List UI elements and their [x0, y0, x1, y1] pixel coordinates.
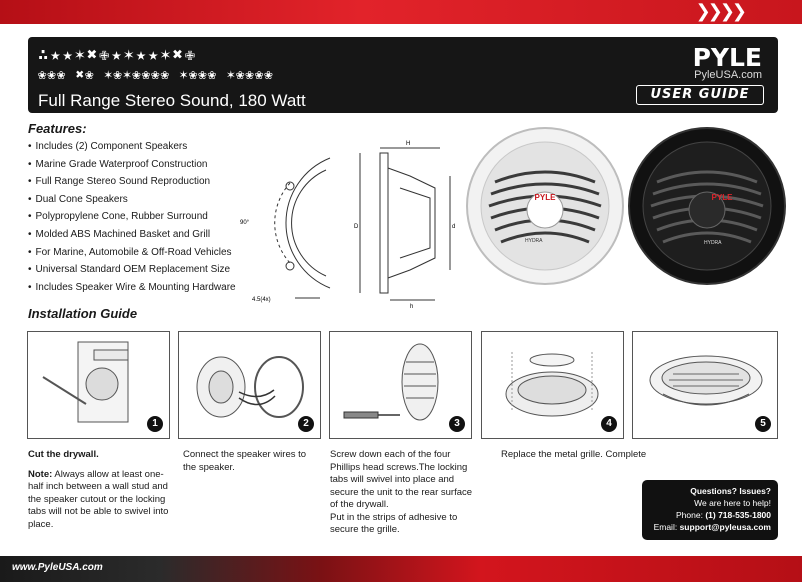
step-1-title: Cut the drywall.	[28, 449, 99, 460]
email-link[interactable]: support@pyleusa.com	[679, 522, 771, 532]
step-2-text: Connect the speaker wires to the speaker.	[183, 449, 307, 473]
feature-item: • Polypropylene Cone, Rubber Surround	[28, 210, 236, 228]
support-phone-line	[649, 509, 771, 521]
pyle-logo: PYLE	[692, 43, 762, 72]
arrows-decoration: ❯❯❯❯	[695, 1, 744, 22]
feature-item: • Marine Grade Waterproof Construction	[28, 158, 236, 176]
step-4-text: Replace the metal grille. Complete	[501, 449, 647, 460]
note-label: Note:	[28, 468, 53, 480]
step-number-badge: 5	[755, 416, 771, 432]
phone-label: Phone:	[675, 510, 703, 520]
dim-label-h: h	[410, 304, 414, 310]
brand-url: PyleUSA.com	[694, 69, 762, 81]
step-1-text	[28, 449, 174, 531]
support-email-line	[649, 521, 771, 533]
email-label: Email:	[653, 522, 678, 532]
feature-item: • Molded ABS Machined Basket and Grill	[28, 228, 236, 246]
support-box	[642, 480, 778, 540]
black-speaker-brand: PYLE	[711, 193, 733, 202]
top-banner	[0, 0, 802, 24]
feature-item: • Full Range Stereo Sound Reproduction	[28, 175, 236, 193]
step-number-badge: 3	[449, 416, 465, 432]
user-guide-badge: USER GUIDE	[636, 85, 764, 105]
installation-heading: Installation Guide	[28, 306, 138, 321]
step-5-box	[632, 331, 778, 439]
dim-label-angle: 90°	[240, 220, 250, 226]
dim-label-holes: 4.5(4x)	[252, 297, 271, 303]
white-speaker-label: HYDRA	[525, 238, 543, 244]
step-4-box	[481, 331, 624, 439]
support-help: We are here to help!	[694, 498, 771, 508]
dimension-diagram	[240, 128, 460, 313]
step-2-box	[178, 331, 321, 439]
feature-item: • Dual Cone Speakers	[28, 193, 236, 211]
features-list	[28, 140, 236, 298]
dim-label-d: d	[452, 224, 456, 230]
step-1-box	[27, 331, 170, 439]
feature-item: • Includes Speaker Wire & Mounting Hardware	[28, 281, 236, 299]
step-3-text	[330, 449, 478, 537]
phone-number[interactable]: (1) 718-535-1800	[705, 510, 771, 520]
feature-item: • Includes (2) Component Speakers	[28, 140, 236, 158]
footer-banner	[0, 556, 802, 582]
dim-label-D: D	[354, 224, 359, 230]
product-subtitle: ❀❀❀ ✖❀ ✶❀✶❀❀❀❀ ✶❀❀❀ ✶❀❀❀❀	[38, 67, 274, 83]
dim-label-H: H	[406, 141, 411, 147]
footer-url-link[interactable]: www.PyleUSA.com	[12, 562, 103, 573]
black-speaker-label: HYDRA	[704, 240, 722, 246]
white-speaker-photo	[465, 122, 625, 290]
step-1-note	[28, 469, 174, 532]
header-panel	[28, 37, 778, 113]
product-tagline: Full Range Stereo Sound, 180 Watt	[38, 91, 306, 110]
white-speaker-brand: PYLE	[534, 193, 556, 202]
feature-item: • For Marine, Automobile & Off-Road Vehicles	[28, 246, 236, 264]
product-model-title: ∴★★✶✖✙★✶★★✶✖✙	[38, 45, 198, 65]
step-3-box	[329, 331, 472, 439]
note-text: Always allow at least one-half inch between a wall stud and the speaker cutout or the locking tabs will not be able to swivel into place.	[28, 468, 169, 530]
features-heading: Features:	[28, 121, 87, 136]
step-number-badge: 2	[298, 416, 314, 432]
step-number-badge: 4	[601, 416, 617, 432]
step-number-badge: 1	[147, 416, 163, 432]
support-question: Questions? Issues?	[690, 486, 771, 496]
feature-item: • Universal Standard OEM Replacement Size	[28, 263, 236, 281]
step-3-text-b: Put in the strips of adhesive to secure the grille.	[330, 511, 458, 535]
step-3-text-a: Screw down each of the four Phillips head screws.The locking tabs will swivel into place and secure the unit to the rear surface of the drywall.	[330, 449, 473, 510]
black-speaker-photo	[626, 122, 788, 290]
